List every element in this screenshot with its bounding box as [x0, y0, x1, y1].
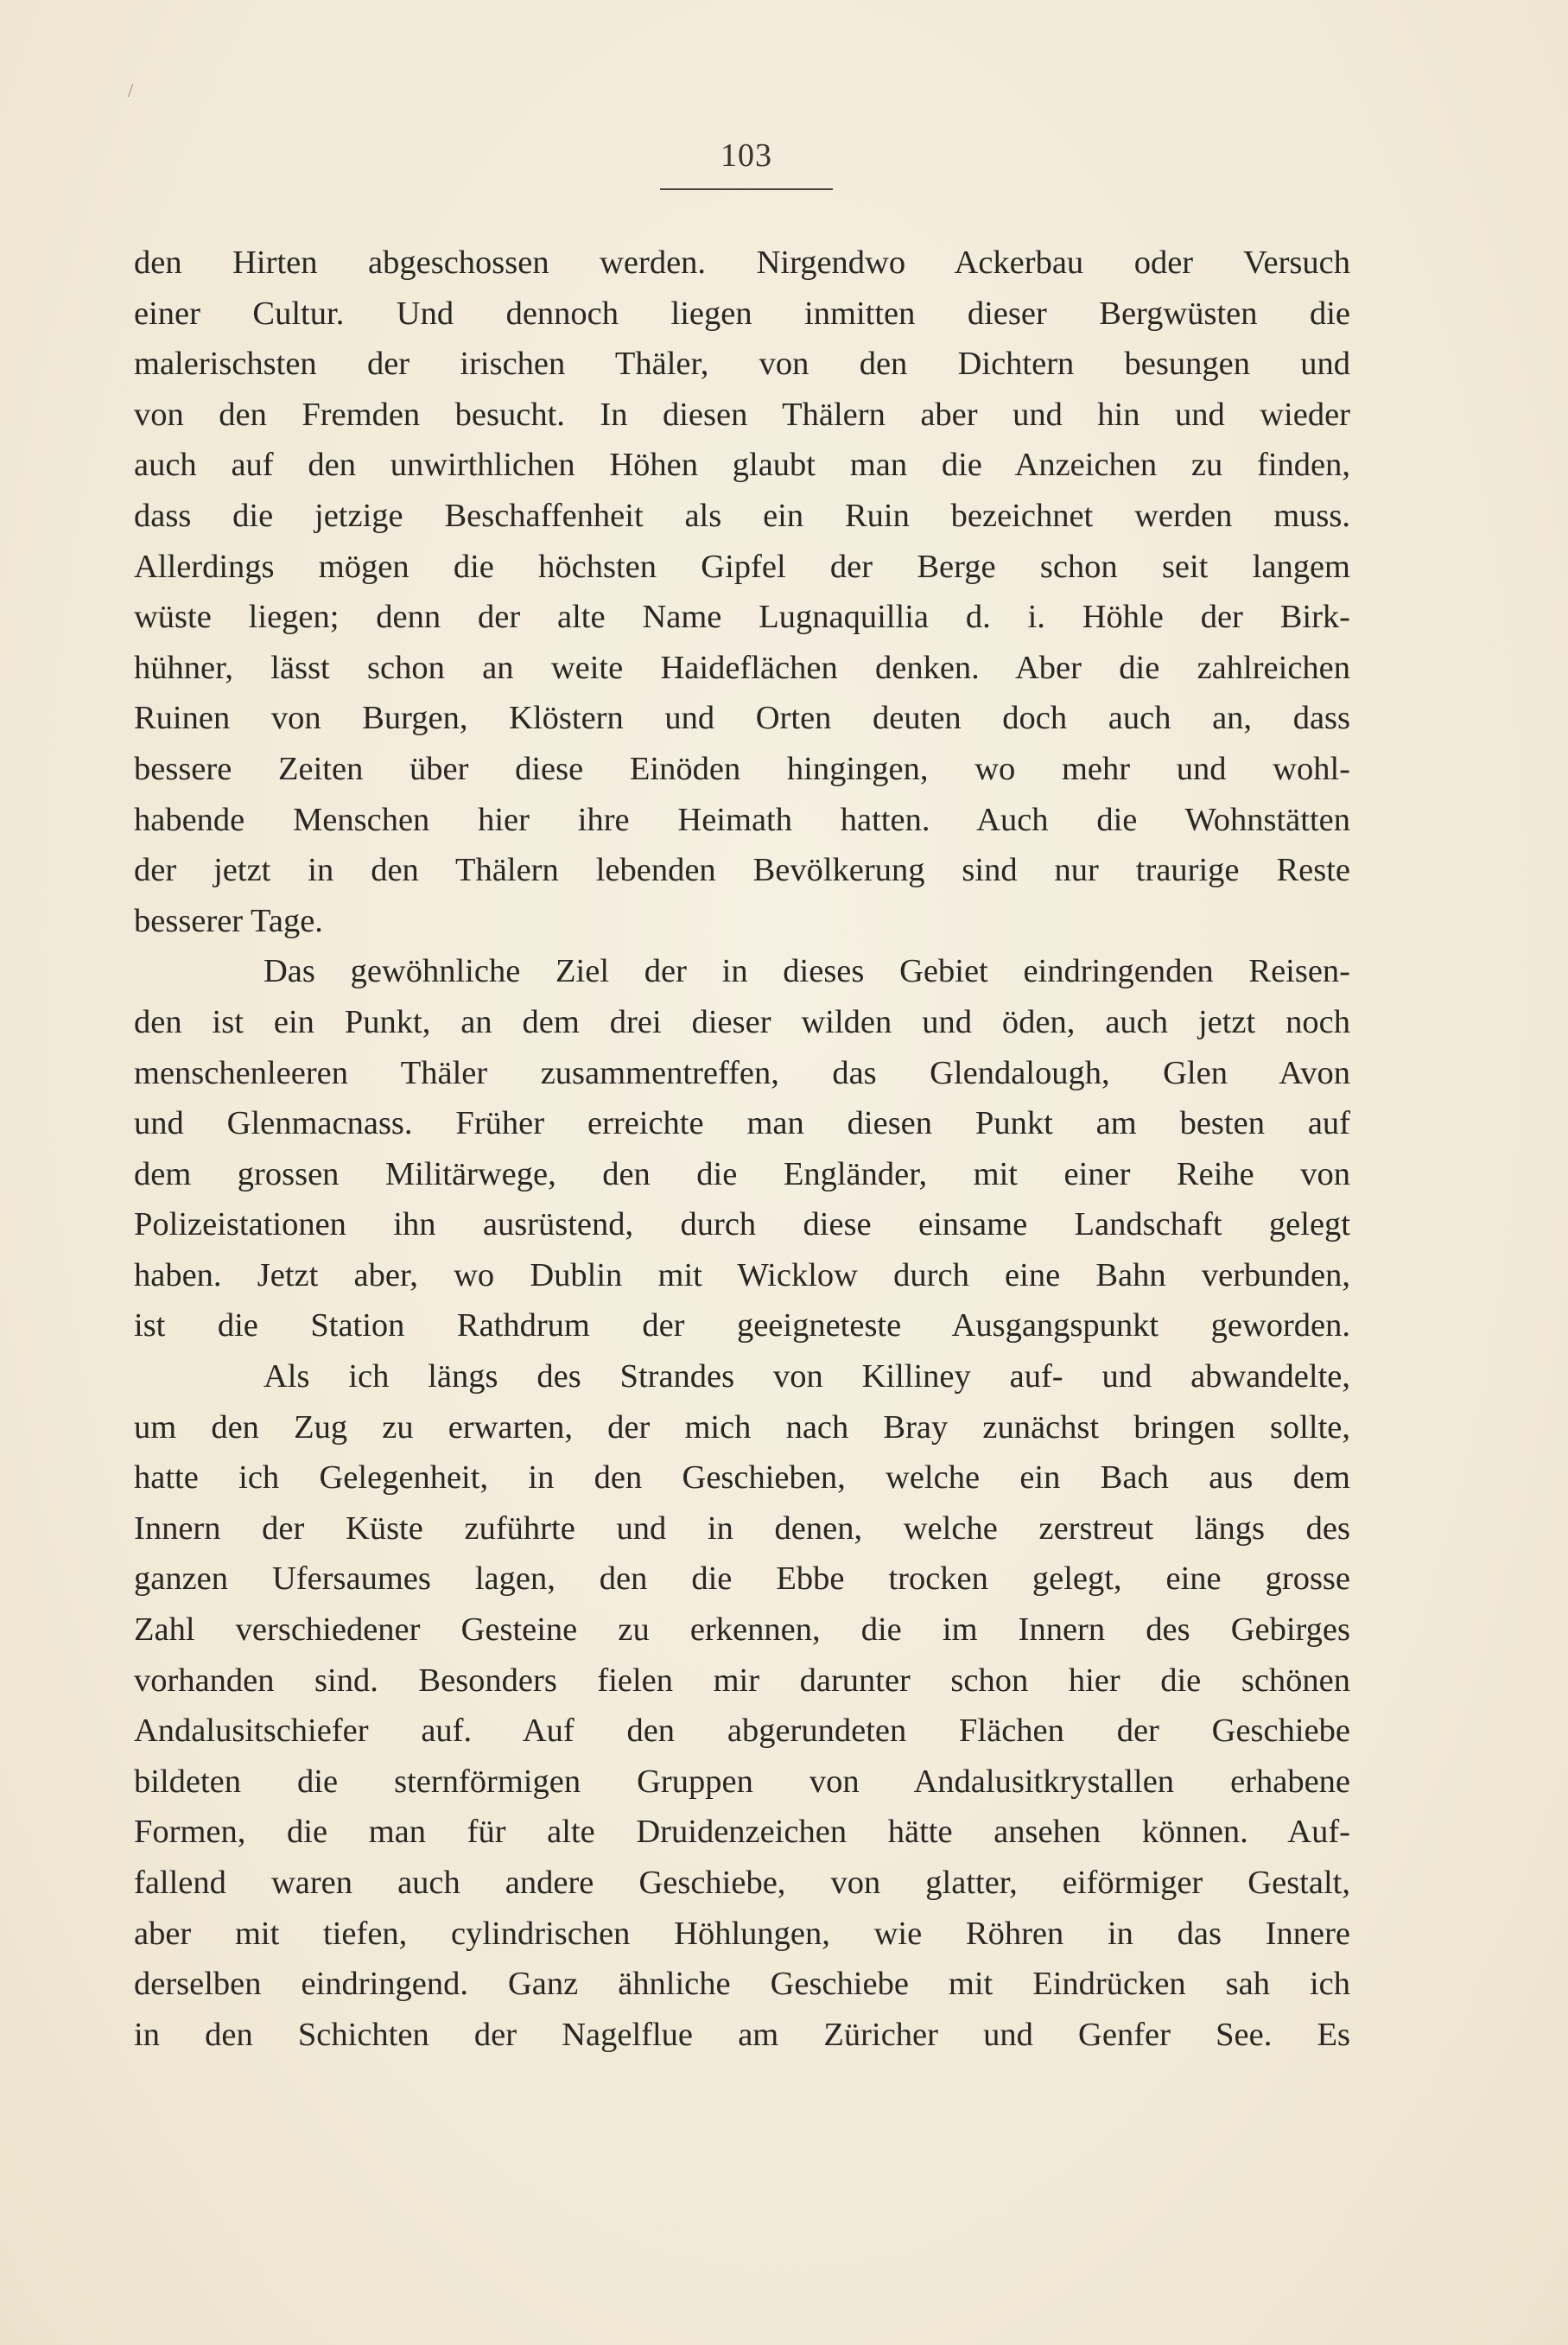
text-line: dass die jetzige Beschaffenheit als ein Ruin bezeichnet werden muss. [134, 497, 1350, 534]
text-line: vorhanden sind. Besonders fielen mir darunter schon hier die schönen [134, 1662, 1350, 1699]
text-line: den Hirten abgeschossen werden. Nirgendwo Ackerbau oder Versuch [134, 245, 1350, 281]
page-number: 103 [721, 137, 772, 174]
text-line: Andalusitschiefer auf. Auf den abgerundeten Flächen der Geschiebe [134, 1713, 1350, 1750]
paragraph-end-line: besserer Tage. [134, 902, 323, 939]
text-line: den ist ein Punkt, an dem drei dieser wilden und öden, auch jetzt noch [134, 1003, 1350, 1040]
text-line: aber mit tiefen, cylindrischen Höhlungen, wie Röhren in das Innere [134, 1915, 1350, 1952]
text-line: um den Zug zu erwarten, der mich nach Bray zunächst bringen sollte, [134, 1408, 1350, 1446]
text-line: der jetzt in den Thälern lebenden Bevölkerung sind nur traurige Reste [134, 852, 1350, 889]
text-line: ist die Station Rathdrum der geeigneteste Ausgangspunkt geworden. [134, 1307, 1350, 1344]
text-line: Zahl verschiedener Gesteine zu erkennen, die im Innern des Gebirges [134, 1611, 1350, 1649]
text-line: in den Schichten der Nagelflue am Züricher und Genfer See. Es [134, 2016, 1350, 2053]
text-line: Polizeistationen ihn ausrüstend, durch diese einsame Landschaft gelegt [134, 1206, 1350, 1243]
text-line: auch auf den unwirthlichen Höhen glaubt man die Anzeichen zu finden, [134, 447, 1350, 484]
text-line: Innern der Küste zuführte und in denen, welche zerstreut längs des [134, 1509, 1350, 1547]
text-line: einer Cultur. Und dennoch liegen inmitten dieser Bergwüsten die [134, 295, 1350, 332]
text-line: menschenleeren Thäler zusammentreffen, das Glendalough, Glen Avon [134, 1054, 1350, 1091]
text-line: haben. Jetzt aber, wo Dublin mit Wicklow durch eine Bahn verbunden, [134, 1256, 1350, 1293]
text-line: dem grossen Militärwege, den die Engländer, mit einer Reihe von [134, 1155, 1350, 1192]
text-line: habende Menschen hier ihre Heimath hatten. Auch die Wohnstätten [134, 801, 1350, 838]
text-line: bessere Zeiten über diese Einöden hingingen, wo mehr und wohl- [134, 750, 1350, 787]
text-line: bildeten die sternförmigen Gruppen von Andalusitkrystallen erhabene [134, 1763, 1350, 1800]
text-line: derselben eindringend. Ganz ähnliche Geschiebe mit Eindrücken sah ich [134, 1966, 1350, 2003]
text-line: hühner, lässt schon an weite Haideflächen denken. Aber die zahlreichen [134, 649, 1350, 686]
text-line: Formen, die man für alte Druidenzeichen hätte ansehen können. Auf- [134, 1814, 1350, 1851]
page-number-rule [660, 188, 833, 190]
text-line: und Glenmacnass. Früher erreichte man diesen Punkt am besten auf [134, 1105, 1350, 1142]
text-line: wüste liegen; denn der alte Name Lugnaquillia d. i. Höhle der Birk- [134, 599, 1350, 636]
text-line: Ruinen von Burgen, Klöstern und Orten deuten doch auch an, dass [134, 700, 1350, 737]
body-text [134, 238, 1350, 2060]
text-line: von den Fremden besucht. In diesen Thälern aber und hin und wieder [134, 396, 1350, 433]
pencil-mark: / [128, 79, 134, 101]
text-line: ganzen Ufersaumes lagen, den die Ebbe trocken gelegt, eine grosse [134, 1560, 1350, 1598]
paragraph-start-line: Als ich längs des Strandes von Killiney auf- und abwandelte, [263, 1358, 1350, 1395]
text-line: fallend waren auch andere Geschiebe, von glatter, eiförmiger Gestalt, [134, 1865, 1350, 1901]
text-line: hatte ich Gelegenheit, in den Geschieben, welche ein Bach aus dem [134, 1459, 1350, 1497]
text-line: Allerdings mögen die höchsten Gipfel der Berge schon seit langem [134, 548, 1350, 585]
text-line: malerischsten der irischen Thäler, von den Dichtern besungen und [134, 346, 1350, 383]
paragraph-start-line: Das gewöhnliche Ziel der in dieses Gebiet eindringenden Reisen- [263, 953, 1350, 990]
